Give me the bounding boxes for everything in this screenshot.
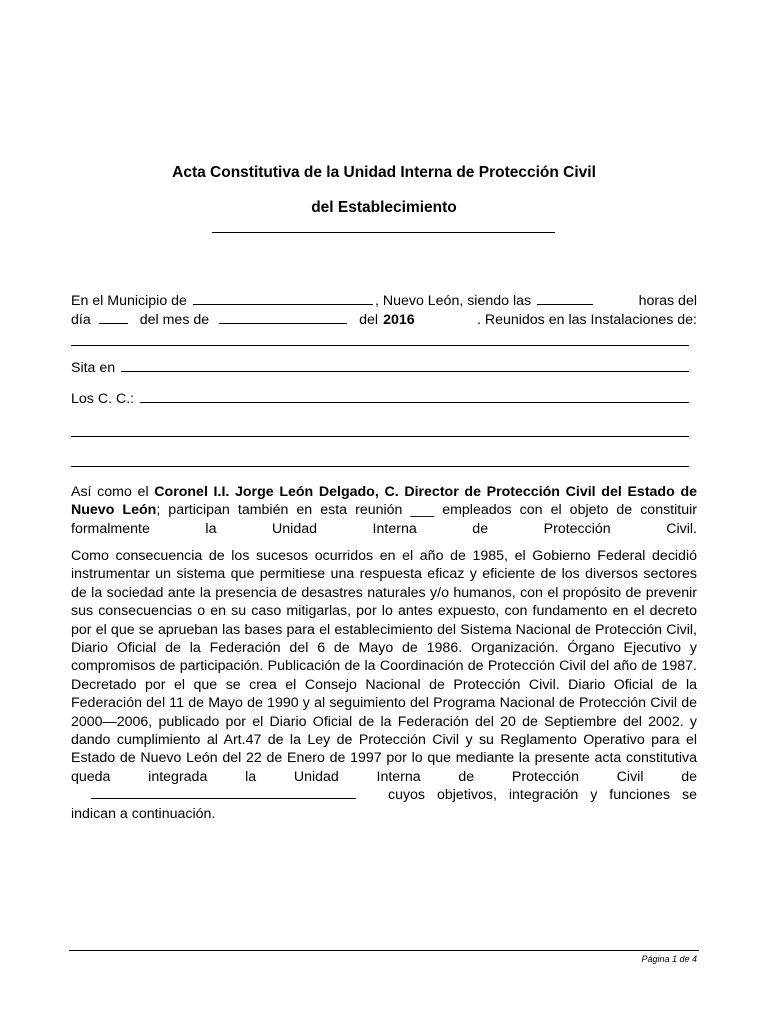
citizens-label: Los C. C.: [71,391,135,407]
date-line [71,311,697,328]
citizens-blank-2 [71,436,689,437]
hours-label: horas del [638,293,697,309]
establishment-name-blank [212,232,555,233]
participants-paragraph [71,483,697,538]
municipality-blank [193,292,373,305]
state-text: , Nuevo León, siendo las [374,293,532,309]
day-blank [99,311,128,324]
day-label: día [71,312,91,328]
participants-intro: Así como el [71,484,155,500]
background-text: Como consecuencia de los sucesos ocurridos en el año de 1985, el Gobierno Federal decidió instrumentar un sistema que permitiese una respuesta eficaz y eficiente de los diversos sectores de la sociedad ante la presencia de desastres naturales y/o humanos, con el propósito de prevenir sus consecuencias o en su caso mitigarlas, por lo antes expuesto, con fundamento en el decreto por el que se aprueban las bases para el establecimiento del Sistema Nacional de Protección Civil, Diario Oficial de la Federación del 6 de Mayo de 1986. Organización. Órgano Ejecutivo y compromisos de participación. Publicación de la Coordinación de Protección Civil del año de 1987. Decretado por el que se crea el Consejo Nacional de Protección Civil. Diario Oficial de la Federación del 11 de Mayo de 1990 y al seguimiento del Programa Nacional de Protección Civil de 2000—2006, publicado por el Diario Oficial de la Federación del 20 de Septiembre del 2002. y dando cumplimiento al Art.47 de la Ley de Protección Civil y su Reglamento Operativo para el Estado de Nuevo León del 22 de Enero de 1997 por lo que mediante la presente acta constitutiva queda integrada la Unidad Interna de Protección Civil de [71,548,697,785]
page-number: Página 1 de 4 [641,954,697,964]
background-paragraph [71,547,697,823]
year-label: del [359,312,379,328]
location-label: Sita en [71,360,116,376]
municipality-line [71,292,697,309]
facilities-label: . Reunidos en las Instalaciones de: [476,312,697,328]
location-line [71,359,697,376]
location-blank [121,359,689,372]
citizens-line [71,390,697,407]
hour-blank [537,292,593,305]
citizens-blank-3 [71,466,689,467]
participants-text: ; participan también en esta reunión ___ empleados con el objeto de constituir formalmente la Unidad Interna de Protección Civil. [71,502,697,537]
footer-rule [69,950,699,951]
month-blank [219,311,347,324]
director-name: Coronel I.I. Jorge León Delgado, C. Director de Protección Civil del Estado de Nuevo León [71,484,698,519]
document-subtitle: del Establecimiento [311,199,457,216]
year-value: 2016 [383,312,415,328]
unit-name-blank [91,786,356,799]
municipality-label: En el Municipio de [71,293,187,309]
facilities-blank [71,345,689,346]
document-title: Acta Constitutiva de la Unidad Interna de Protección Civil [172,164,596,181]
citizens-blank [140,390,689,403]
background-closing: cuyos objetivos, integración y funciones se indican a continuación. [71,787,697,822]
month-label: del mes de [139,312,210,328]
